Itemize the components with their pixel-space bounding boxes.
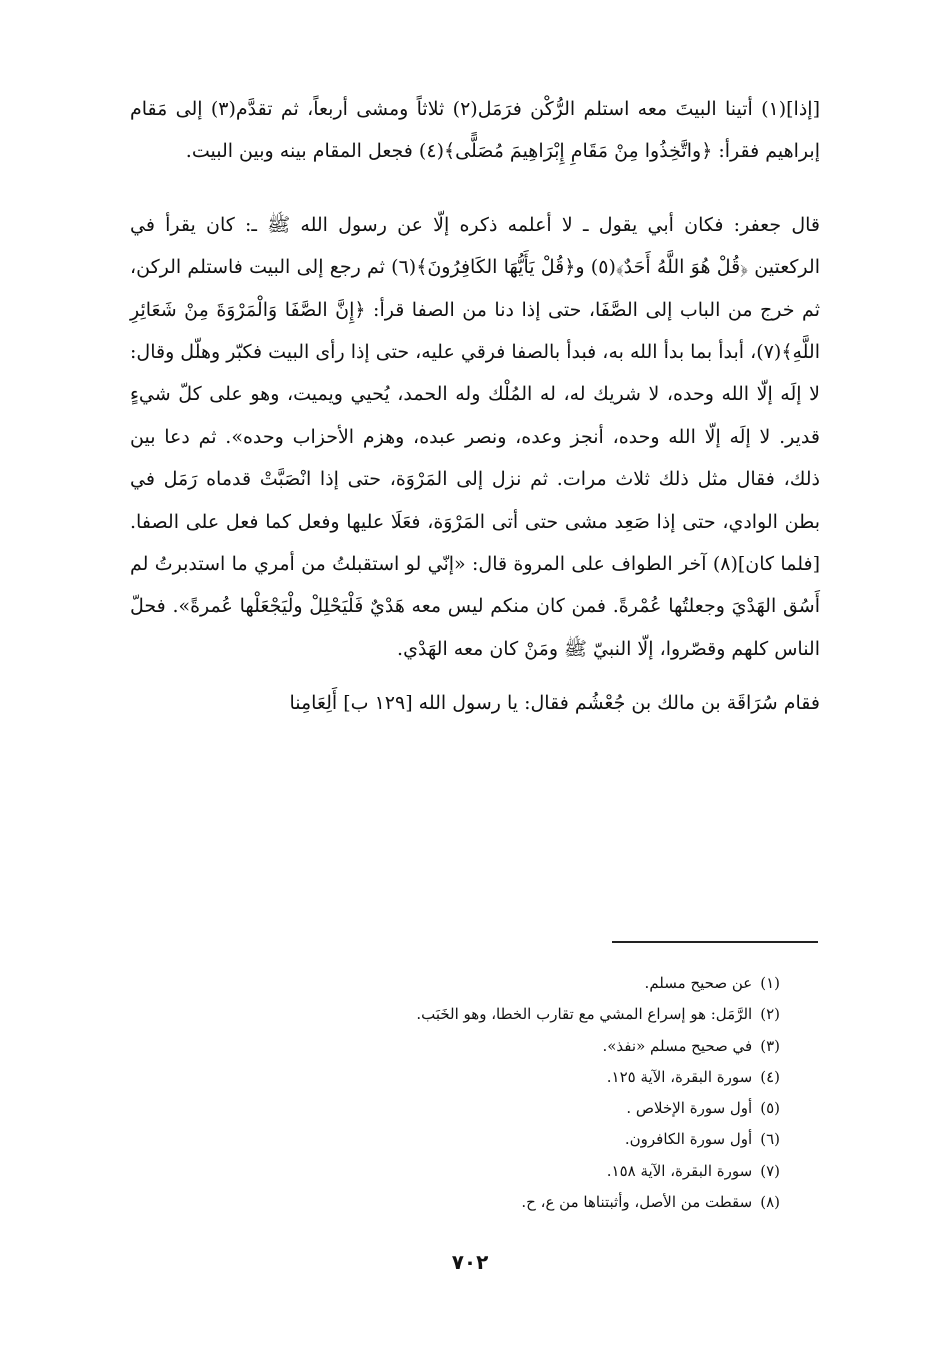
footnote-number: (٥) bbox=[760, 1099, 780, 1118]
footnote-number: (١) bbox=[760, 974, 780, 992]
footnote-text: أول سورة الإخلاص . bbox=[626, 1099, 753, 1118]
footnote-text: سورة البقرة، الآية ١٥٨. bbox=[606, 1161, 753, 1180]
page-number: ٧٠٢ bbox=[451, 1250, 489, 1274]
footnote-item bbox=[220, 968, 780, 999]
footnote-number: (٨) bbox=[760, 1193, 780, 1212]
footnote-item bbox=[220, 1156, 780, 1187]
footnote-item bbox=[220, 1062, 780, 1093]
footnote-text: في صحيح مسلم «نفذ». bbox=[602, 1036, 753, 1055]
footnote-item bbox=[220, 1031, 780, 1062]
footnote-text: سورة البقرة، الآية ١٢٥. bbox=[606, 1067, 753, 1086]
footnote-number: (٢) bbox=[760, 1005, 780, 1024]
footnote-number: (٣) bbox=[760, 1036, 780, 1055]
footnote-item bbox=[220, 1093, 780, 1124]
footnotes-list bbox=[220, 968, 780, 1218]
footnote-number: (٧) bbox=[760, 1161, 780, 1180]
paragraph-2: قال جعفر: فكان أبي يقول ـ لا أعلمه ذكره إلّا عن رسول الله ﷺ ـ: كان يقرأ في الركعتين ﴿قُلْ هُوَ اللَّهُ أَحَدٌ﴾(٥) و﴿قُلْ يَأَيُّهَا الكَافِرُونَ﴾(٦) ثم رجع إلى البيت فاستلم الركن، ثم خرج من الباب إلى الصَّفَا، حتى إذا دنا من الصفا قرأ: ﴿إِنَّ الصَّفَا وَالْمَرْوَةَ مِنْ شَعَائِرِ اللَّهِ﴾(٧)، أبدأ بما بدأ الله به، فبدأ بالصفا فرقي عليه، حتى إذا رأى البيت فكبّر وهلّل وقال: لا إلَه إلّا الله وحده، لا شريك له، له المُلْك وله الحمد، يُحيي ويميت، وهو على كلّ شيءٍ قدير. لا إلَه إلّا الله وحده، أنجز وعده، ونصر عبده، وهزم الأحزاب وحده». ثم دعا بين ذلك، فقال مثل ذلك ثلاث مرات. ثم نزل إلى المَرْوَة، حتى إذا انْصَبَّتْ قدماه رَمَل في بطن الوادي، حتى إذا صَعِد مشى حتى أتى المَرْوَة، فعَلَا عليها وفعل كما فعل على الصفا. [فلما كان](٨) آخر الطواف على المروة قال: «إنّي لو استقبلتُ من أمري ما استدبرتُ لم أَسُق الهَدْيَ وجعلتُها عُمْرةً. فمن كان منكم ليس معه هَدْيٌ فَلْيَحْلِلْ ولْيَجْعَلْها عُمرةً». فحلّ الناس كلهم وقصّروا، إلّا النبيّ ﷺ ومَنْ كان معه الهَدْي. bbox=[130, 213, 820, 660]
footnote-number: (٤) bbox=[760, 1067, 780, 1086]
footnote-text: أول سورة الكافرون. bbox=[624, 1130, 753, 1149]
footnote-item bbox=[220, 999, 780, 1030]
main-text bbox=[130, 88, 820, 725]
footnote-item bbox=[220, 1187, 780, 1218]
paragraph-3: فقام سُرَاقَة بن مالك بن جُعْشُم فقال: يا رسول الله [١٢٩ ب] أَلِعَامِنا bbox=[289, 692, 820, 715]
footnote-divider bbox=[612, 941, 818, 943]
paragraph-1: [إذا](١) أتينا البيتَ معه استلم الرُّكْن فرَمَل(٢) ثلاثاً ومشى أربعاً، ثم تقدَّم(٣) إلى مَقام إبراهيم فقرأ: ﴿واتَّخِذُوا مِنْ مَقَامِ إِبْرَاهِيمَ مُصَلًّى﴾(٤) فجعل المقام بينه وبين البيت. bbox=[130, 98, 820, 163]
footnote-text: سقطت من الأصل، وأثبتناها من ع، ح. bbox=[521, 1193, 753, 1212]
footnote-number: (٦) bbox=[760, 1130, 780, 1149]
footnote-text: الرَّمَل: هو إسراع المشي مع تقارب الخطا، وهو الخَبَب. bbox=[416, 1005, 753, 1024]
footnote-item bbox=[220, 1124, 780, 1155]
footnote-text: عن صحيح مسلم. bbox=[644, 974, 753, 992]
